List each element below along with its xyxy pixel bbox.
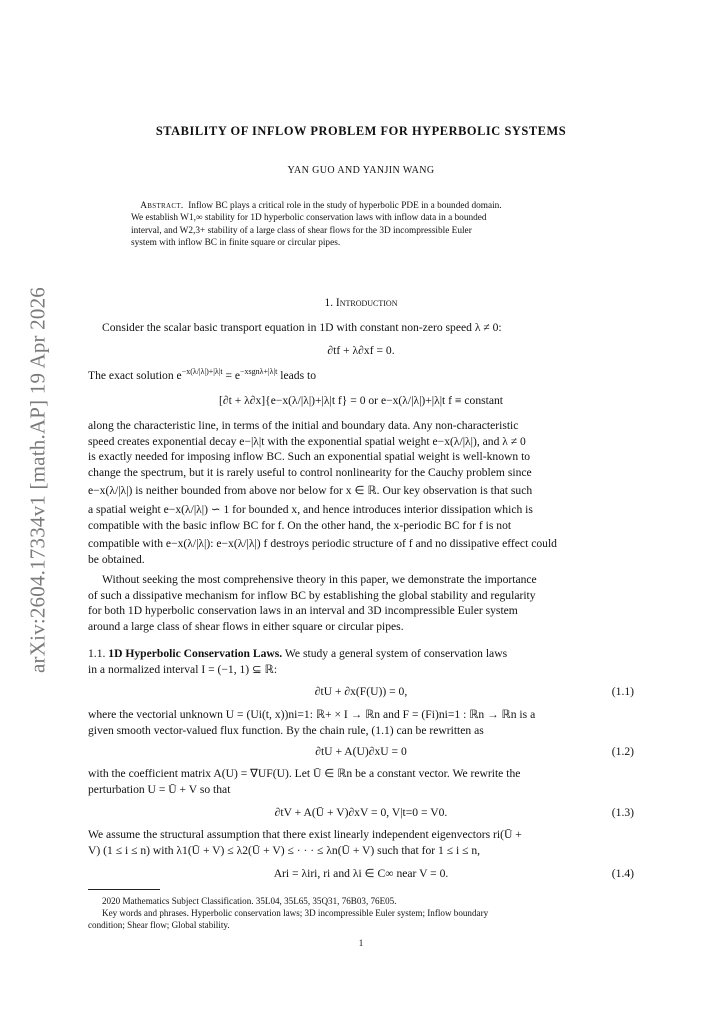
text-line: a spatial weight e−x(λ/|λ|) ∽ 1 for bounded x, and hence introduces interior dissipation which is [88,502,533,516]
footnote-msc: 2020 Mathematics Subject Classification. 35L04, 35L65, 35Q31, 76B03, 76E05. [102,896,397,906]
intro-paragraph-2 [88,572,634,634]
text-line: in a normalized interval I = (−1, 1) ⊆ ℝ: [88,662,278,676]
text-line: 1.1. 1D Hyperbolic Conservation Laws. We study a general system of conservation laws [88,647,508,660]
footnote-keywords: Key words and phrases. Hyperbolic conservation laws; 3D incompressible Euler system; Inflow boundary condition; Shear flow; Global stability. [88,908,489,930]
abstract-line: Abstract. Inflow BC plays a critical role in the study of hyperbolic PDE in a bounded domain. [140,201,502,211]
equation-1-4: Ari = λiri, ri and λi ∈ C∞ near V = 0. (1.4) [273,867,634,880]
text-line: compatible with the basic inflow BC for f. On the other hand, the x-periodic BC for f is not [88,518,512,532]
arxiv-sidebar-stamp [8,270,68,690]
text-line: compatible with e−x(λ/|λ|): e−x(λ/|λ|) f destroys periodic structure of f and no dissipative effect could [88,537,557,551]
text-line: along the characteristic line, in terms of the initial and boundary data. Any non-characteristic [88,419,519,432]
section-number: 1. [324,297,334,309]
intro-line: Consider the scalar basic transport equation in 1D with constant non-zero speed λ ≠ 0: [102,321,502,334]
equation-solution: [∂t + λ∂x]{e−x(λ/|λ|)+|λ|t f} = 0 or e−x(λ/|λ|)+|λ|t f ≡ constant [218,394,504,407]
abstract-line: interval, and W2,3+ stability of a large class of shear flows for the 3D incompressible Euler [131,225,472,236]
abstract-line: We establish W1,∞ stability for 1D hyperbolic conservation laws with inflow data in a bounded [131,213,487,224]
text-line: of such a dissipative mechanism for inflow BC by establishing the global stability and regularity [88,588,536,602]
paper-title: STABILITY OF INFLOW PROBLEM FOR HYPERBOLIC SYSTEMS [155,124,567,138]
paper-authors: YAN GUO AND YANJIN WANG [287,165,435,176]
intro-line: The exact solution $e^{-x(\lambda/|\lambda|)+|\lambda|t} = e^{-xsgn\lambda+|\lambda|t}$ leads to [88,367,317,382]
intro-paragraph-1 [88,418,634,567]
abstract-line: system with inflow BC in finite square or circular pipes. [131,238,341,249]
footnote-rule [88,889,160,890]
equation-tag: (1.1) [611,685,634,698]
text-line: for both 1D hyperbolic conservation laws in an interval and 3D incompressible Euler system [88,604,518,618]
text-line: change the spectrum, but it is rarely useful to control nonlinearity for the Cauchy problem since [88,465,532,479]
text-line: with the coefficient matrix A(U) = ∇UF(U). Let Ū ∈ ℝn be a constant vector. We rewrite the [88,767,521,780]
text-line: e−x(λ/|λ|) is neither bounded from above nor below for x ∈ ℝ. Our key observation is that such [88,484,533,498]
subsection-title: 1D Hyperbolic Conservation Laws. [108,647,283,660]
equation-1-2: ∂tU + A(U)∂xU = 0 (1.2) [315,745,634,758]
equation-1-3: ∂tV + A(Ū + V)∂xV = 0, V|t=0 = V0. (1.3) [274,806,634,819]
abstract-label: Abstract. [140,201,184,211]
paragraph [88,707,634,738]
text-line: be obtained. [88,552,145,566]
text-line: where the vectorial unknown U = (Ui(t, x))ni=1: ℝ+ × I → ℝn and F = (Fi)ni=1 : ℝn → ℝn is a [88,708,536,721]
equation-1-1: ∂tU + ∂x(F(U)) = 0, (1.1) [314,685,634,698]
abstract [131,200,591,250]
section-heading [88,296,634,312]
inline-formula: $e^{-x(\lambda/|\lambda|)+|\lambda|t} = e^{-xsgn\lambda+|\lambda|t}$ [176,367,278,382]
text-line: We assume the structural assumption that there exist linearly independent eigenvectors ri(Ū + [88,828,522,841]
equation-tag: (1.2) [611,745,634,758]
paragraph [88,766,634,797]
text-line: speed creates exponential decay e−|λ|t with the exponential spatial weight e−x(λ/|λ|), and λ ≠ 0 [88,434,526,448]
arxiv-identifier: arXiv:2604.17334v1 [math.AP] 19 Apr 2026 [25,287,50,673]
text-line: around a large class of shear flows in either square or circular pipes. [88,619,404,633]
page-number: 1 [358,938,364,948]
text-line: given smooth vector-valued flux function. By the chain rule, (1.1) can be rewritten as [88,723,484,737]
section-title: Introduction [335,297,398,309]
subsection-number: 1.1. [88,647,106,660]
text-line: perturbation U = Ū + V so that [88,782,231,796]
paragraph [88,827,634,858]
text-line: Without seeking the most comprehensive theory in this paper, we demonstrate the importance [102,573,537,586]
text-line: is exactly needed for imposing inflow BC. Such an exponential spatial weight is well-known to [88,450,531,464]
text-line: V) (1 ≤ i ≤ n) with λ1(Ū + V) ≤ λ2(Ū + V) ≤ · · · ≤ λn(Ū + V) such that for 1 ≤ i ≤ n, [88,843,481,857]
equation-tag: (1.3) [611,806,634,819]
subsection-intro [88,646,634,677]
equation-transport: ∂tf + λ∂xf = 0. [327,344,395,357]
equation-tag: (1.4) [611,867,634,880]
